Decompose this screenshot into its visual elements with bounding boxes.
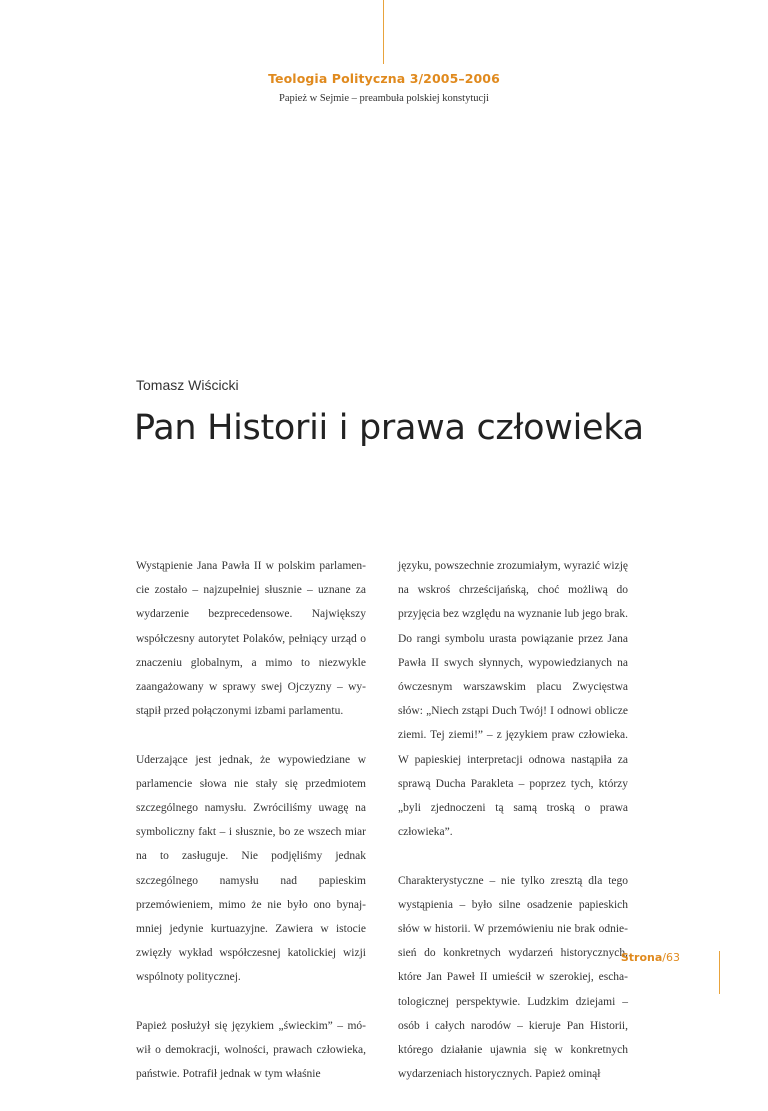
footer-label: Strona — [620, 951, 663, 964]
body-paragraph: Charakterystyczne – nie tylko zresztą dla tego wystąpienia – było silne osadzenie papieskich słów w historii. W przemówieniu nie brak odniesień do konkretnych wydarzeń historycznych, które Jan Paweł II umieścił w szerokiej, eschatologicznej perspektywie. Ludzkim dziejami – osób i całych narodów – kieruje Pan Historii, którego działanie ujawnia się w konkretnych wydarzeniach historycznych. Papież ominął — [398, 874, 628, 1081]
body-paragraph: języku, powszechnie zrozumiałym, wyrazić wizję na wskroś chrześcijańską, choć możliwą do przyjęcia bez względu na wyznanie lub jego brak. Do rangi symbolu urasta powiązanie przez Jana Pawła II swych słynnych, wypowiedzianych na ówczesnym warszawskim placu Zwycięstwa słów: „Niech zstąpi Duch Twój! I odnowi oblicze ziemi. Tej ziemi!” – z językiem praw człowieka. W papieskiej interpretacji odnowa nastąpiła za sprawą Ducha Parakleta – poprzez tych, którzy „byli zjednoczeni tą samą troską o prawa człowieka”. — [398, 560, 628, 839]
page-number: /63 — [662, 951, 680, 964]
page-footer — [621, 951, 680, 964]
body-paragraph: Papież posłużył się językiem „świeckim” – mówił o demokracji, wolności, prawach człowieka, państwie. Potrafił jednak w tym właśnie — [136, 1019, 366, 1081]
bottom-vertical-rule — [719, 951, 720, 994]
article-title: Pan Historii i prawa człowieka — [134, 408, 644, 448]
journal-section: Papież w Sejmie – preambuła polskiej konstytucji — [279, 93, 489, 104]
body-column-left — [136, 554, 366, 1111]
body-paragraph: Uderzające jest jednak, że wypowiedziane w parlamencie słowa nie stały się przedmiotem szczególnego namysłu. Zwróciliśmy uwagę na symboliczny fakt – i słusznie, bo ze wszech miar na to zasługuje. Nie podjęliśmy jednak szczególnego namysłu nad papieskim przemówieniem, mimo że nie było ono bynajmniej jedynie kurtuazyjne. Zawiera w istocie zwięzły wykład współczesnej katolickiej wizji wspólnoty politycznej. — [136, 753, 366, 984]
article-author: Tomasz Wiścicki — [136, 377, 239, 393]
top-vertical-rule — [383, 0, 384, 64]
body-paragraph: Wystąpienie Jana Pawła II w polskim parlamencie zostało – najzupełniej słusznie – uznane za wydarzenie bezprecedensowe. Największy współczesny autorytet Polaków, pełniący urząd o znaczeniu globalnym, a mimo to niezwykle zaangażowany w sprawy swej Ojczyzny – wystąpił przed połączonymi izbami parlamentu. — [136, 560, 366, 718]
journal-title: Teologia Polityczna 3/2005–2006 — [268, 71, 500, 86]
body-column-right — [398, 554, 628, 1111]
